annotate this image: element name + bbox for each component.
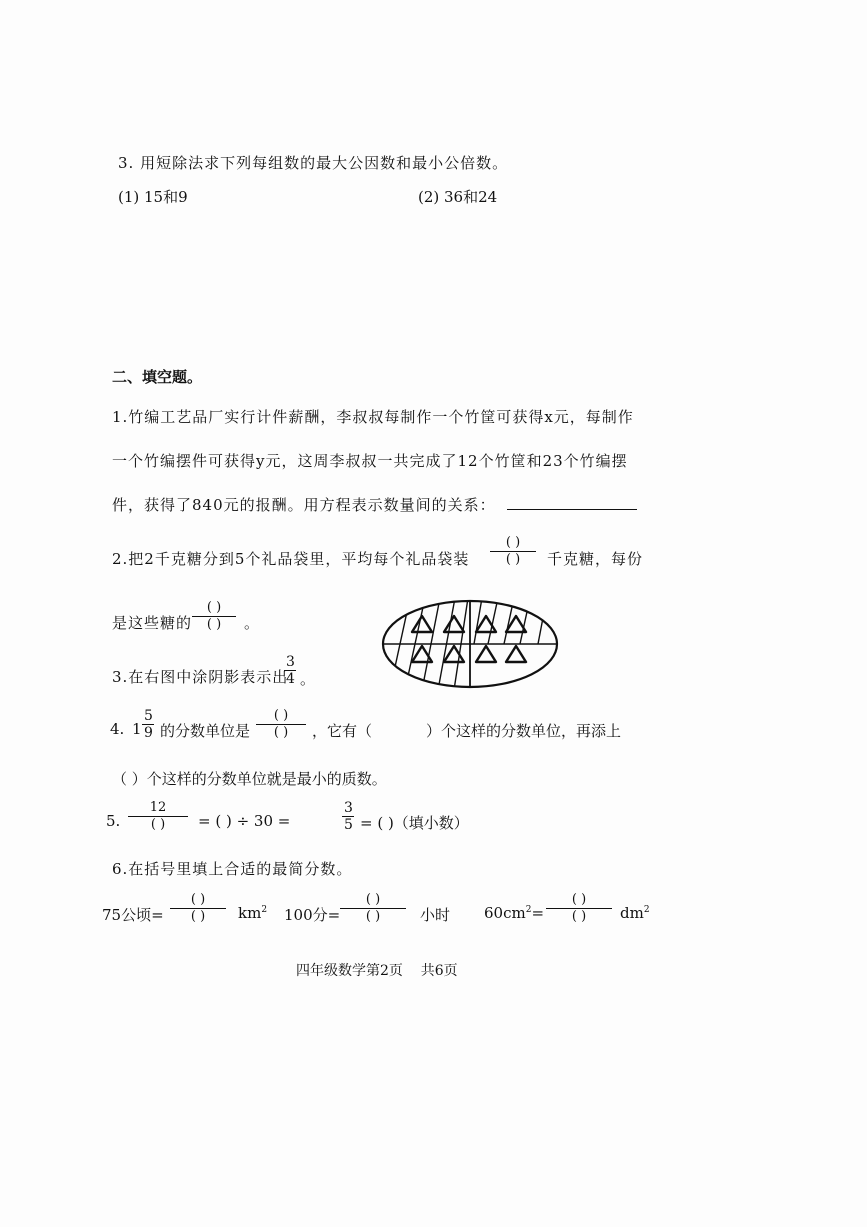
fill-q1-line3: 件，获得了840元的报酬。用方程表示数量间的关系： [112, 496, 496, 514]
fill-q2-fraction2[interactable]: ( ) ( ) [192, 600, 236, 633]
fill-q6c-fraction[interactable]: ( ) ( ) [546, 892, 612, 925]
fill-q5-fraction[interactable]: 12 ( ) [128, 800, 188, 833]
fill-q6b-unit: 小时 [420, 906, 451, 924]
fill-q3-text: 3.在右图中涂阴影表示出 [112, 668, 289, 686]
fill-q4-text3: ）个这样的分数单位，再添上 [426, 722, 622, 740]
fill-q6a-fraction[interactable]: ( ) ( ) [170, 892, 226, 925]
fill-q4-prefix: 4. [110, 720, 125, 738]
fill-q6b-prefix: 100分= [284, 906, 341, 924]
fill-q6a-unit: $km^2$ [238, 904, 268, 922]
fill-q2-fraction1[interactable]: ( ) ( ) [490, 535, 536, 568]
fill-q4-text1: 的分数单位是 [160, 722, 251, 740]
fill-q5-eq1: = ( ) ÷ 30 = [198, 812, 291, 830]
fill-q4-line2: （ ）个这样的分数单位就是最小的质数。 [112, 770, 387, 788]
section-heading: 二、填空题。 [112, 368, 203, 386]
fill-q1-answer-blank[interactable] [507, 509, 637, 510]
fill-q2-line2b: 。 [244, 614, 260, 632]
fill-q4-whole: 1 [132, 720, 142, 738]
fill-q2-line1b: 千克糖，每份 [547, 550, 644, 568]
fill-q6c-unit: $dm^2$ [620, 904, 650, 922]
question-3-part2: (2) 36和24 [418, 188, 498, 206]
fill-q4-answer-fraction[interactable]: ( ) ( ) [256, 708, 306, 741]
ellipse-figure[interactable] [380, 598, 560, 690]
question-3-title: 3. 用短除法求下列每组数的最大公因数和最小公倍数。 [118, 154, 509, 172]
fill-q4-text2: ，它有（ [312, 722, 373, 740]
fill-q1-line1: 1.竹编工艺品厂实行计件薪酬，李叔叔每制作一个竹筐可获得x元，每制作 [112, 408, 634, 426]
fill-q5-eq2: = ( )（填小数） [360, 814, 469, 832]
fill-q1-line2: 一个竹编摆件可获得y元，这周李叔叔一共完成了12个竹筐和23个竹编摆 [112, 452, 628, 470]
fill-q6b-fraction[interactable]: ( ) ( ) [340, 892, 406, 925]
fill-q2-line1a: 2.把2千克糖分到5个礼品袋里，平均每个礼品袋装 [112, 550, 470, 568]
fill-q5-prefix: 5. [106, 812, 121, 830]
fill-q6a-prefix: 75公顷= [102, 906, 164, 924]
question-3-part1: (1) 15和9 [118, 188, 188, 206]
fill-q6c-prefix: $60cm^2=$ [484, 904, 545, 922]
fill-q3-end: 。 [300, 670, 316, 688]
fill-q6-text: 6.在括号里填上合适的最简分数。 [112, 860, 353, 878]
fill-q4-mixed-fraction: 5 9 [144, 708, 153, 741]
fill-q5-three-fifths: 3 5 [344, 800, 353, 833]
page-footer: 四年级数学第2页 共6页 [296, 963, 458, 979]
fill-q3-fraction: 3 4 [286, 654, 295, 687]
fill-q2-line2a: 是这些糖的 [112, 614, 193, 632]
